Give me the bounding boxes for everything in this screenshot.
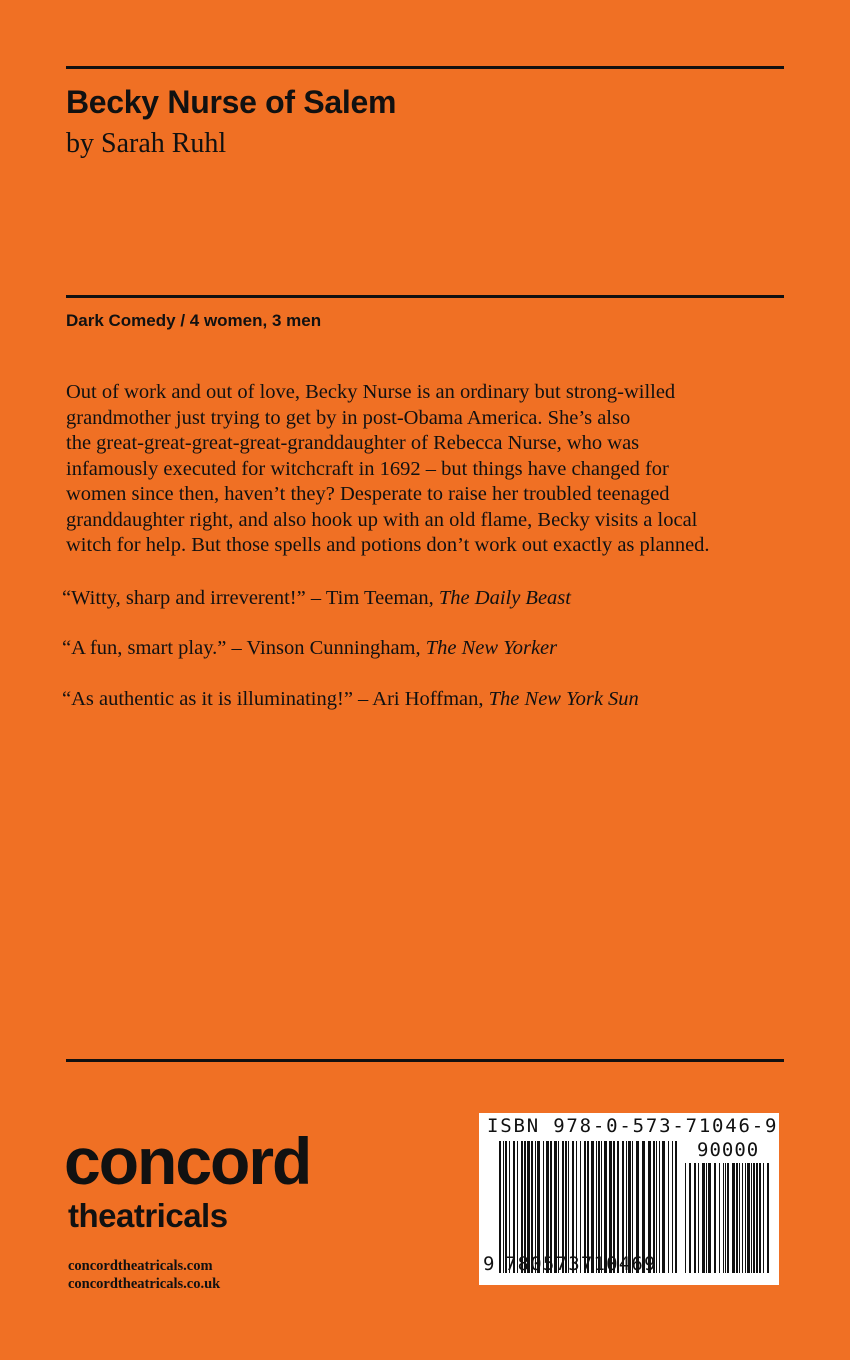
barcode-bar [659, 1141, 660, 1273]
book-author: by Sarah Ruhl [66, 128, 227, 159]
genre-cast: Dark Comedy / 4 women, 3 men [66, 311, 322, 330]
bottom-rule [66, 1059, 784, 1062]
quote-2-text: “A fun, smart play.” – Vinson Cunningham, [62, 637, 426, 659]
isbn-label: ISBN 978-0-573-71046-9 [487, 1115, 779, 1137]
isbn-barcode [479, 1113, 779, 1285]
barcode-bar [689, 1163, 691, 1273]
barcode-bar [706, 1163, 707, 1273]
barcode-bar [732, 1163, 735, 1273]
barcode-bar [742, 1163, 743, 1273]
barcode-bar [727, 1163, 729, 1273]
top-rule [66, 66, 784, 69]
barcode-bar [763, 1163, 764, 1273]
barcode-bar [739, 1163, 740, 1273]
quote-3-text: “As authentic as it is illuminating!” – Ari Hoffman, [62, 688, 489, 710]
publisher-url-com[interactable]: concordtheatricals.com [68, 1258, 213, 1274]
quote-1-source: The Daily Beast [438, 587, 571, 609]
barcode-bar [675, 1141, 677, 1273]
barcode-bar [694, 1163, 696, 1273]
quote-3 [62, 688, 639, 711]
publisher-url-uk[interactable]: concordtheatricals.co.uk [68, 1276, 221, 1292]
publisher-logo-line2: theatricals [68, 1197, 228, 1234]
barcode-bar [714, 1163, 716, 1273]
barcode-bar [503, 1141, 504, 1273]
barcode-bar [756, 1163, 758, 1273]
barcode-bar [668, 1141, 669, 1273]
barcode-bar [736, 1163, 738, 1273]
barcode-bar [747, 1163, 750, 1273]
barcode-bar [723, 1163, 724, 1273]
quote-3-source: The New York Sun [488, 688, 639, 710]
barcode-bar [767, 1163, 769, 1273]
barcode-bar [708, 1163, 711, 1273]
quote-2-source: The New Yorker [425, 637, 558, 659]
quote-1-text: “Witty, sharp and irreverent!” – Tim Teeman, [62, 587, 439, 609]
barcode-bar [672, 1141, 673, 1273]
publisher-logo-line1: concord [64, 1124, 311, 1198]
barcode-bar [499, 1141, 501, 1273]
quote-2 [62, 637, 557, 660]
barcode-bar [725, 1163, 726, 1273]
barcode-bar [745, 1163, 746, 1273]
genre-rule [66, 295, 784, 298]
ean-first-digit: 9 [483, 1253, 495, 1275]
quote-1 [62, 587, 571, 610]
barcode-bar [685, 1163, 686, 1273]
addon-code: 90000 [697, 1139, 760, 1161]
barcode-bar [753, 1163, 755, 1273]
ean-digits: 780573710469 [505, 1253, 657, 1275]
barcode-bar [662, 1141, 665, 1273]
book-title: Becky Nurse of Salem [66, 84, 397, 120]
barcode-bar [751, 1163, 752, 1273]
barcode-bar [719, 1163, 720, 1273]
barcode-bar [698, 1163, 699, 1273]
barcode-bar [759, 1163, 761, 1273]
barcode-bar [702, 1163, 705, 1273]
blurb-text: Out of work and out of love, Becky Nurse is an ordinary but strong-willed grandmother just trying to get by in post-Obama America. She’s also the great-great-great-great-granddaughter of Rebecca Nurse, who was infamously executed for witchcraft in 1692 – but things have changed for women since then, haven’t they? Desperate to raise her troubled teenaged granddaughter right, and also hook up with an old flame, Becky visits a local witch for help. But those spells and potions don’t work out exactly as planned. [66, 381, 710, 556]
